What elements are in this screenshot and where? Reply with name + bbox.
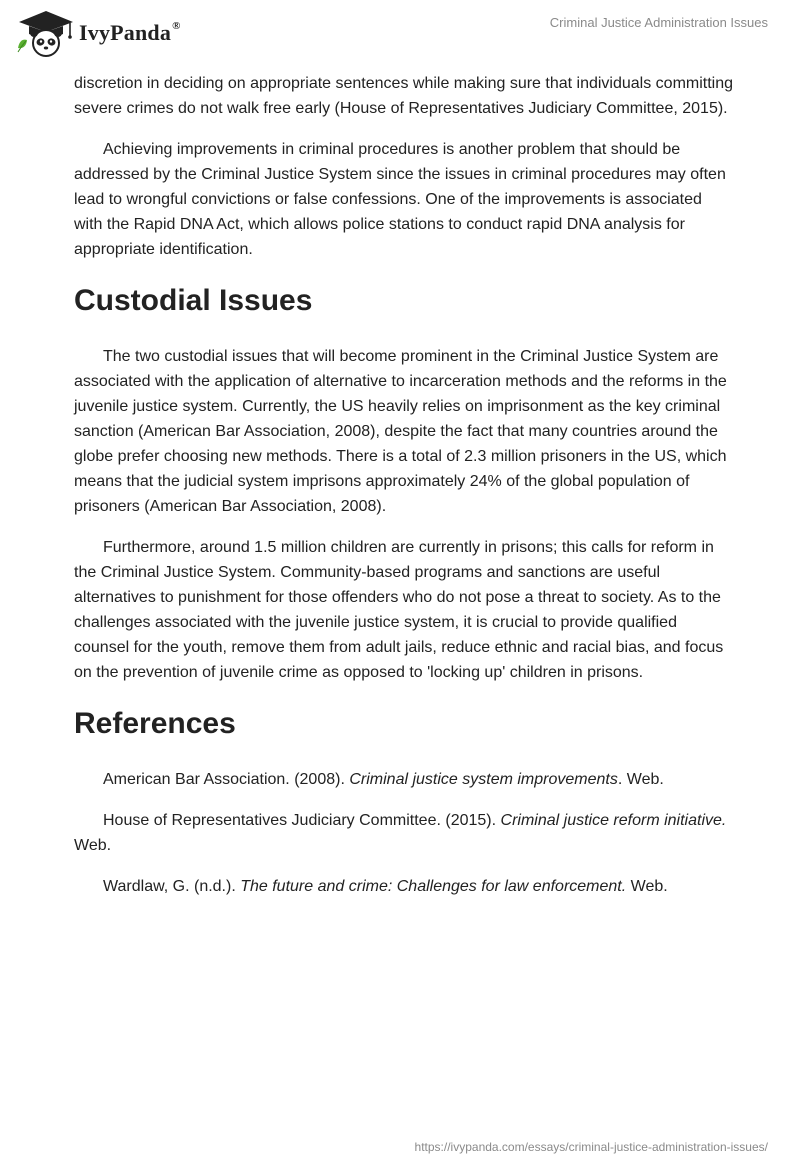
essay-content [74,71,734,915]
paragraph-custodial-2: Furthermore, around 1.5 million children are currently in prisons; this calls for reform in the Criminal Justice System. Community-based programs and sanctions are useful alternatives to punishment for those offenders who do not pose a threat to society. As to the challenges associated with the juvenile justice system, it is crucial to provide qualified counsel for the youth, remove them from adult jails, reduce ethnic and racial bias, and focus on the prevention of juvenile crime as opposed to 'locking up' children in prisons. [74,539,724,681]
brand-name[interactable] [79,20,181,46]
paragraph-criminal-procedures: Achieving improvements in criminal procedures is another problem that should be addressed by the Criminal Justice System since the issues in criminal procedures may often lead to wrongful convictions or false confessions. One of the improvements is associated with the Rapid DNA Act, which allows police stations to conduct rapid DNA analysis for appropriate identification. [74,141,726,258]
reference-author: House of Representatives Judiciary Committee. (2015). [103,812,501,829]
heading-references: References [74,707,236,740]
reference-suffix: Web. [626,878,668,895]
page-header [0,0,800,66]
heading-custodial-issues: Custodial Issues [74,284,313,317]
panda-logo-icon [15,8,77,58]
reference-item [74,874,734,899]
reference-suffix: . Web. [617,771,664,788]
reference-title: Criminal justice reform initiative. [500,812,727,829]
ivypanda-logo[interactable] [15,8,77,58]
brand-name-text: IvyPanda [79,20,172,45]
reference-item [74,767,734,792]
reference-author: Wardlaw, G. (n.d.). [103,878,241,895]
reference-item [74,808,734,858]
reference-title: Criminal justice system improvements [349,771,618,788]
reference-author: American Bar Association. (2008). [103,771,350,788]
paragraph-continued: discretion in deciding on appropriate sentences while making sure that individuals committing severe crimes do not walk free early (House of Representatives Judiciary Committee, 2015). [74,75,734,117]
source-url[interactable]: https://ivypanda.com/essays/criminal-justice-administration-issues/ [414,1140,768,1154]
document-title: Criminal Justice Administration Issues [549,15,768,30]
registered-mark: ® [172,19,181,32]
reference-suffix: Web. [74,837,112,854]
reference-title: The future and crime: Challenges for law enforcement. [240,878,627,895]
paragraph-custodial-1: The two custodial issues that will become prominent in the Criminal Justice System are associated with the application of alternative to incarceration methods and the reforms in the juvenile justice system. Currently, the US heavily relies on imprisonment as the key criminal sanction (American Bar Association, 2008), despite the fact that many countries around the globe prefer choosing new methods. There is a total of 2.3 million prisoners in the US, which means that the judicial system imprisons approximately 24% of the global population of prisoners (American Bar Association, 2008). [74,348,727,515]
